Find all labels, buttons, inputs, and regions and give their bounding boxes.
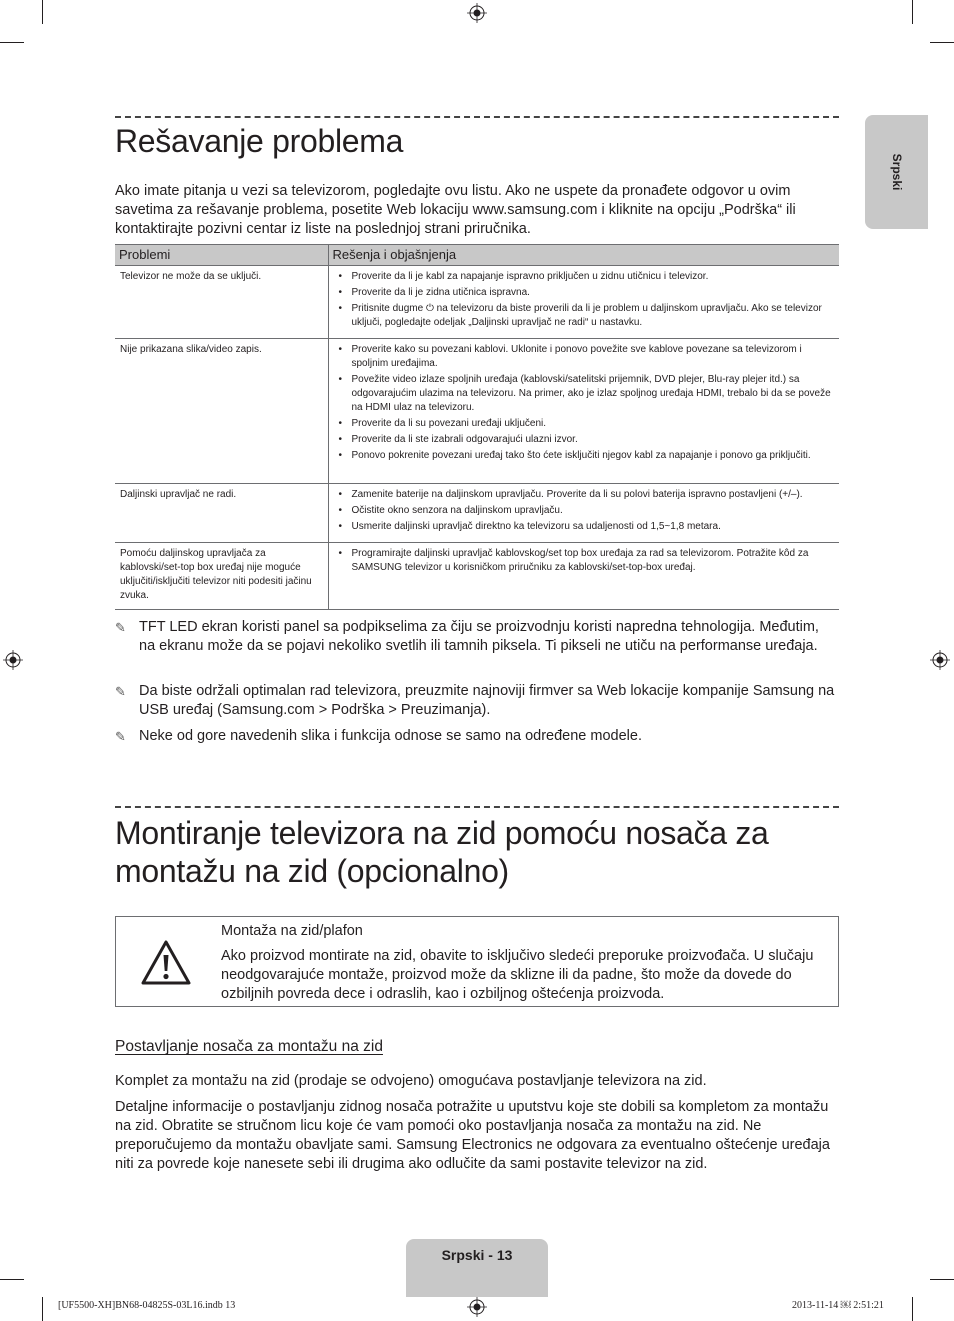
crop-mark: [930, 42, 954, 43]
print-timestamp: 2013-11-14 ￼ 2:51:21: [792, 1300, 884, 1311]
crop-mark: [912, 0, 913, 24]
body-paragraph: Detaljne informacije o postavljanju zidnog nosača potražite u uputstvu koje ste dobili sa kompletom za montažu na zid. Obratite se stručnom licu koje će vam pomoći oko postavljanja nosača za montažu na zid. Ne preporučujemo da montažu obavljate sami. Samsung Electronics ne odgovara za eventualno oštećenje uređaja niti za povrede koje nanesete sebi ili drugima ako odlučite da sami postavite televizor na zid.: [115, 1099, 830, 1172]
warning-triangle-icon: [140, 939, 192, 987]
list-item: • Proverite da li je kabl za napajanje ispravno priključen u zidnu utičnicu i televizor.: [334, 270, 836, 284]
list-item: • Proverite da li ste izabrali odgovarajući ulazni izvor.: [334, 433, 836, 447]
warning-box: [115, 916, 839, 1007]
note-pencil-icon: ✎: [115, 620, 126, 635]
crop-mark: [42, 1297, 43, 1321]
table-header-problems: Problemi: [115, 245, 328, 266]
list-item: • Proverite da li je zidna utičnica ispravna.: [334, 286, 836, 300]
section-title-line: montažu na zid (opcionalno): [115, 853, 509, 889]
crop-mark: [0, 1279, 24, 1280]
registration-mark-icon: [930, 650, 950, 670]
list-item: • Proverite kako su povezani kablovi. Uklonite i ponovo povežite sve kablove povezane sa televizorom i spoljnim uređajima.: [334, 343, 836, 371]
registration-mark-icon: [467, 3, 487, 23]
page-number: Srpski - 13: [441, 1247, 513, 1263]
language-side-tab-label: Srpski: [889, 153, 904, 191]
warning-heading: Montaža na zid/plafon: [221, 923, 363, 939]
table-row: [115, 484, 839, 543]
section-title-line: Montiranje televizora na zid pomoću nosača za: [115, 815, 769, 851]
note-pencil-icon: ✎: [115, 684, 126, 699]
table-row: [115, 543, 839, 610]
table-cell-solutions: [328, 339, 839, 484]
table-header-solutions: Rešenja i objašnjenja: [328, 245, 839, 266]
table-cell-problem: Nije prikazana slika/video zapis.: [115, 339, 328, 484]
crop-mark: [912, 1297, 913, 1321]
subheading-bracket-installation: Postavljanje nosača za montažu na zid: [115, 1038, 383, 1055]
troubleshooting-table: [115, 244, 839, 610]
section-divider: [115, 116, 839, 118]
list-item: • Očistite okno senzora na daljinskom upravljaču.: [334, 504, 836, 518]
table-row: [115, 339, 839, 484]
note-text: Da biste održali optimalan rad televizora, preuzmite najnoviji firmver sa Web lokacije kompanije Samsung na USB uređaj (Samsung.com > Podrška > Preuzimanja).: [139, 683, 835, 718]
table-cell-problem: Televizor ne može da se uključi.: [115, 266, 328, 339]
troubleshooting-intro: Ako imate pitanja u vezi sa televizorom, pogledajte ovu listu. Ako ne uspete da pronađete odgovor u ovim savetima za rešavanje problema, posetite Web lokaciju www.samsung.com i kliknite na opciju „Podrška“ ili kontaktirajte pozivni centar iz liste na poslednjoj strani priručnika.: [115, 183, 796, 237]
language-side-tab: [865, 115, 928, 229]
note-item: [115, 618, 839, 675]
list-item: • Pritisnite dugme ⏻ na televizoru da biste proverili da li je problem u daljinskom upravljaču. Ako se televizor uključi, pogledajte odeljak „Daljinski upravljač ne radi“ u nastavku.: [334, 302, 836, 330]
table-cell-problem: Daljinski upravljač ne radi.: [115, 484, 328, 543]
list-item: • Ponovo pokrenite povezani uređaj tako što ćete isključiti njegov kabl za napajanje i ponovo ga priključiti.: [334, 449, 836, 463]
table-row: [115, 266, 839, 339]
section-divider: [115, 806, 839, 808]
table-cell-solutions: [328, 484, 839, 543]
registration-mark-icon: [467, 1297, 487, 1317]
table-header-row: [115, 245, 839, 266]
crop-mark: [0, 42, 24, 43]
list-item: • Usmerite daljinski upravljač direktno ka televizoru sa udaljenosti od 1,5~1,8 metara.: [334, 520, 836, 534]
note-text: Neke od gore navedenih slika i funkcija odnose se samo na određene modele.: [139, 728, 642, 744]
list-item: • Zamenite baterije na daljinskom upravljaču. Proverite da li su polovi baterija ispravno postavljeni (+/–).: [334, 488, 836, 502]
note-text: TFT LED ekran koristi panel sa podpikselima za čiju se proizvodnju koristi napredna tehnologija. Međutim, na ekranu može da se pojavi nekoliko svetlih ili tamnih piksela. Ti pikseli ne utiču na performanse uređaja.: [139, 619, 819, 654]
table-cell-solutions: [328, 543, 839, 610]
registration-mark-icon: [3, 650, 23, 670]
table-cell-problem: Pomoću daljinskog upravljača za kablovski/set-top box uređaj nije moguće uključiti/isključiti televizor niti podesiti jačinu zvuka.: [115, 543, 328, 610]
crop-mark: [930, 1279, 954, 1280]
list-item: • Proverite da li su povezani uređaji uključeni.: [334, 417, 836, 431]
note-item: [115, 682, 839, 720]
print-file-slug: [UF5500-XH]BN68-04825S-03L16.indb 13: [58, 1300, 236, 1311]
warning-text: Ako proizvod montirate na zid, obavite to isključivo sledeći preporuke proizvođača. U slučaju neodgovarajuće montaže, proizvod može da sklizne ili da padne, što može da dovede do ozbiljnih povreda dece i odraslih, kao i ozbiljnog oštećenja proizvoda.: [221, 948, 814, 1002]
section-title-wall-mount: [115, 814, 769, 890]
list-item: • Programirajte daljinski upravljač kablovskog/set top box uređaja za rad sa televizorom. Potražite kôd za SAMSUNG televizor u korisničkom priručniku za kablovski/set-top-box uređaj.: [334, 547, 836, 575]
note-item: [115, 727, 839, 746]
section-title-troubleshooting: Rešavanje problema: [115, 123, 404, 159]
table-cell-solutions: [328, 266, 839, 339]
note-pencil-icon: ✎: [115, 729, 126, 744]
list-item: • Povežite video izlaze spoljnih uređaja (kablovski/satelitski prijemnik, DVD plejer, Blu-ray plejer itd.) sa odgovarajućim ulazima na televizoru. Na primer, ako je izlaz spoljnog uređaja HDMI, trebalo bi da se poveže na HDMI ulaz na televizoru.: [334, 373, 836, 415]
body-paragraph: Komplet za montažu na zid (prodaje se odvojeno) omogućava postavljanje televizora na zid.: [115, 1073, 707, 1089]
crop-mark: [42, 0, 43, 24]
page-number-tab: [406, 1239, 548, 1297]
